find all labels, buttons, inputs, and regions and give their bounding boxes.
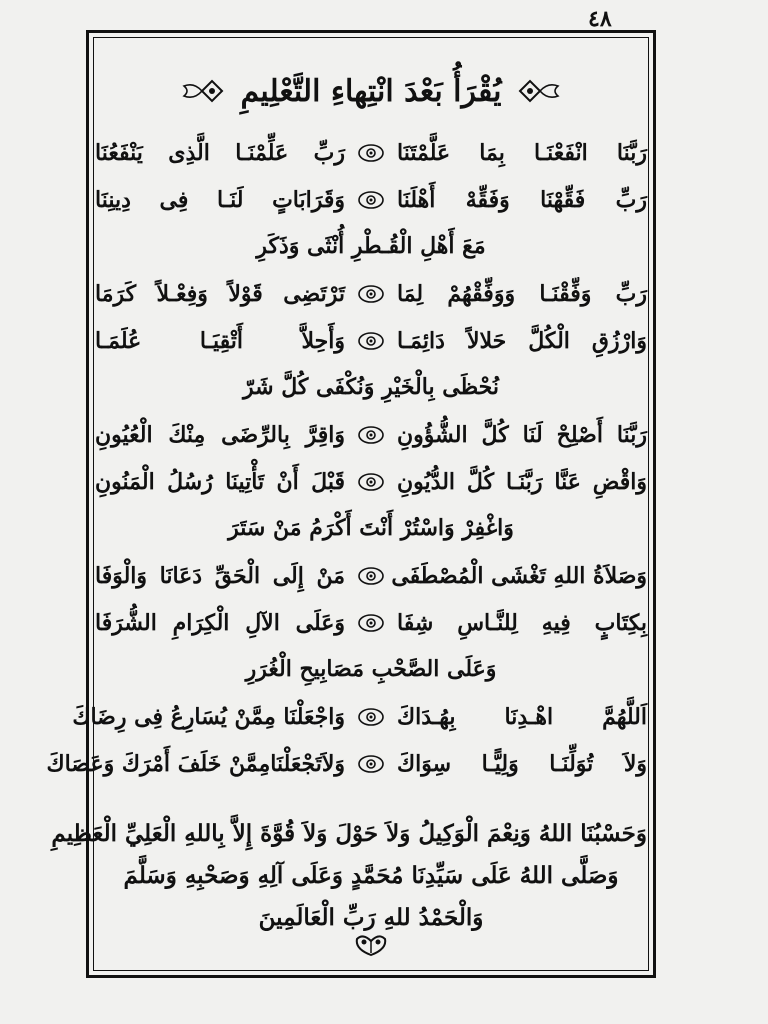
stanza bbox=[95, 411, 647, 552]
verse-line bbox=[95, 411, 647, 458]
verse-line bbox=[95, 176, 647, 223]
verse-right-hemistich: وَاقْضِ عَنَّا رَبَّنَـا كُلَّ الدُّيُونِ bbox=[397, 468, 647, 495]
verse-right-hemistich: وَارْزُقِ الْكُلَّ حَلالاً دَائِمَـا bbox=[397, 327, 647, 354]
verse-right-hemistich: وَصَلاَةُ اللهِ تَغْشَى الْمُصْطَفَى bbox=[391, 562, 647, 589]
page-frame bbox=[46, 30, 656, 978]
verse-right-hemistich: رَبَّنَا أَصْلِحْ لَنَا كُلَّ الشُّؤُونِ bbox=[397, 421, 647, 448]
right-ornament-icon bbox=[180, 76, 226, 106]
verse-line bbox=[95, 270, 647, 317]
poem bbox=[46, 129, 647, 787]
verse-separator-icon bbox=[356, 283, 386, 305]
page-number: ٤٨ bbox=[588, 6, 612, 32]
closing-line: وَصَلَّى اللهُ عَلَى سَيِّدِنَا مُحَمَّدٍ وَعَلَى آلِهِ وَصَحْبِهِ وَسَلَّمَ bbox=[123, 862, 619, 889]
verse-separator-icon bbox=[356, 753, 386, 775]
left-ornament-icon bbox=[516, 76, 562, 106]
verse-left-hemistich: تَرْتَضِى قَوْلاً وَفِعْـلاً كَرَمَا bbox=[95, 280, 345, 307]
verse-separator-icon bbox=[356, 142, 386, 164]
verse-separator-icon bbox=[356, 330, 386, 352]
verse-line bbox=[46, 740, 647, 787]
verse-line bbox=[72, 693, 647, 740]
verse-separator-icon bbox=[356, 706, 386, 728]
verse-right-hemistich: اَللَّهُمَّ اهْـدِنَا بِهُـدَاكَ bbox=[397, 703, 647, 730]
verse-left-hemistich: وَأَحِلاَّ أَتْقِيَـا عُلَمَـا bbox=[95, 327, 345, 354]
stanza-refrain: وَعَلَى الصَّحْبِ مَصَابِيحِ الْغُرَرِ bbox=[245, 656, 497, 682]
stanza bbox=[95, 552, 647, 693]
verse-left-hemistich: رَبِّ عَلِّمْنَـا الَّذِى يَنْفَعُنَا bbox=[95, 139, 345, 166]
stanza-refrain: نُحْظَى بِالْخَيْرِ وَنُكْفَى كُلَّ شَرّ bbox=[243, 374, 499, 400]
verse-separator-icon bbox=[356, 189, 386, 211]
title-row bbox=[89, 69, 653, 113]
verse-right-hemistich: بِكِتَابٍ فِيهِ لِلنَّـاسِ شِفَا bbox=[397, 609, 647, 636]
stanza-refrain: وَاغْفِرْ وَاسْتُرْ أَنْتَ أَكْرَمُ مَنْ سَتَرَ bbox=[228, 515, 514, 541]
verse-right-hemistich: رَبِّ وَفِّقْنَـا وَوَفِّقْهُمْ لِمَا bbox=[397, 280, 647, 307]
stanza bbox=[95, 129, 647, 270]
closing-prayer bbox=[51, 813, 647, 939]
verse-line bbox=[95, 129, 647, 176]
verse-right-hemistich: رَبَّنَا انْفَعْنَـا بِمَا عَلَّمْتَنَا bbox=[397, 139, 647, 166]
verse-left-hemistich: قَبْلَ أَنْ تَأْتِينَا رُسُلُ الْمَنُونِ bbox=[95, 468, 345, 495]
verse-separator-icon bbox=[356, 565, 386, 587]
verse-left-hemistich: وَاقِرَّ بِالرِّضَى مِنْكَ الْعُيُونِ bbox=[95, 421, 345, 448]
stanza-refrain: مَعَ أَهْلِ الْقُـطْرِ أُنْثَى وَذَكَرِ bbox=[256, 233, 486, 259]
end-ornament-icon bbox=[351, 929, 391, 959]
verse-left-hemistich: وَعَلَى الآلِ الْكِرَامِ الشُّرَفَا bbox=[95, 609, 345, 636]
verse-line bbox=[95, 317, 647, 364]
stanza bbox=[46, 693, 647, 787]
verse-line bbox=[95, 599, 647, 646]
verse-left-hemistich: مَنْ إِلَى الْحَقِّ دَعَانَا وَالْوَفَا bbox=[95, 562, 345, 589]
stanza bbox=[95, 270, 647, 411]
verse-left-hemistich: وَاجْعَلْنَا مِمَّنْ يُسَارِعُ فِى رِضَاكَ bbox=[72, 703, 345, 730]
verse-right-hemistich: وَلاَ تُوَلِّنَـا وَلِيًّـا سِوَاكَ bbox=[397, 750, 647, 777]
page-title: يُقْرَأُ بَعْدَ انْتِهاءِ التَّعْلِيمِ bbox=[240, 73, 502, 109]
verse-line bbox=[95, 552, 647, 599]
closing-line: وَالْحَمْدُ للهِ رَبِّ الْعَالَمِينَ bbox=[258, 904, 484, 931]
verse-line bbox=[95, 458, 647, 505]
verse-separator-icon bbox=[356, 612, 386, 634]
closing-line: وَحَسْبُنَا اللهُ وَنِعْمَ الْوَكِيلُ وَلاَ حَوْلَ وَلاَ قُوَّةَ إِلاَّ بِاللهِ الْعَلِيِّ الْعَظِيمِ bbox=[51, 820, 647, 847]
verse-separator-icon bbox=[356, 424, 386, 446]
verse-left-hemistich: وَلاَتَجْعَلْنَامِمَّنْ خَلَفَ أَمْرَكَ وَعَصَاكَ bbox=[46, 750, 345, 777]
verse-right-hemistich: رَبِّ فَقِّهْنَا وَفَقِّهْ أَهْلَنَا bbox=[397, 186, 647, 213]
verse-left-hemistich: وَقَرَابَاتٍ لَنَـا فِى دِينِنَا bbox=[95, 186, 345, 213]
verse-separator-icon bbox=[356, 471, 386, 493]
